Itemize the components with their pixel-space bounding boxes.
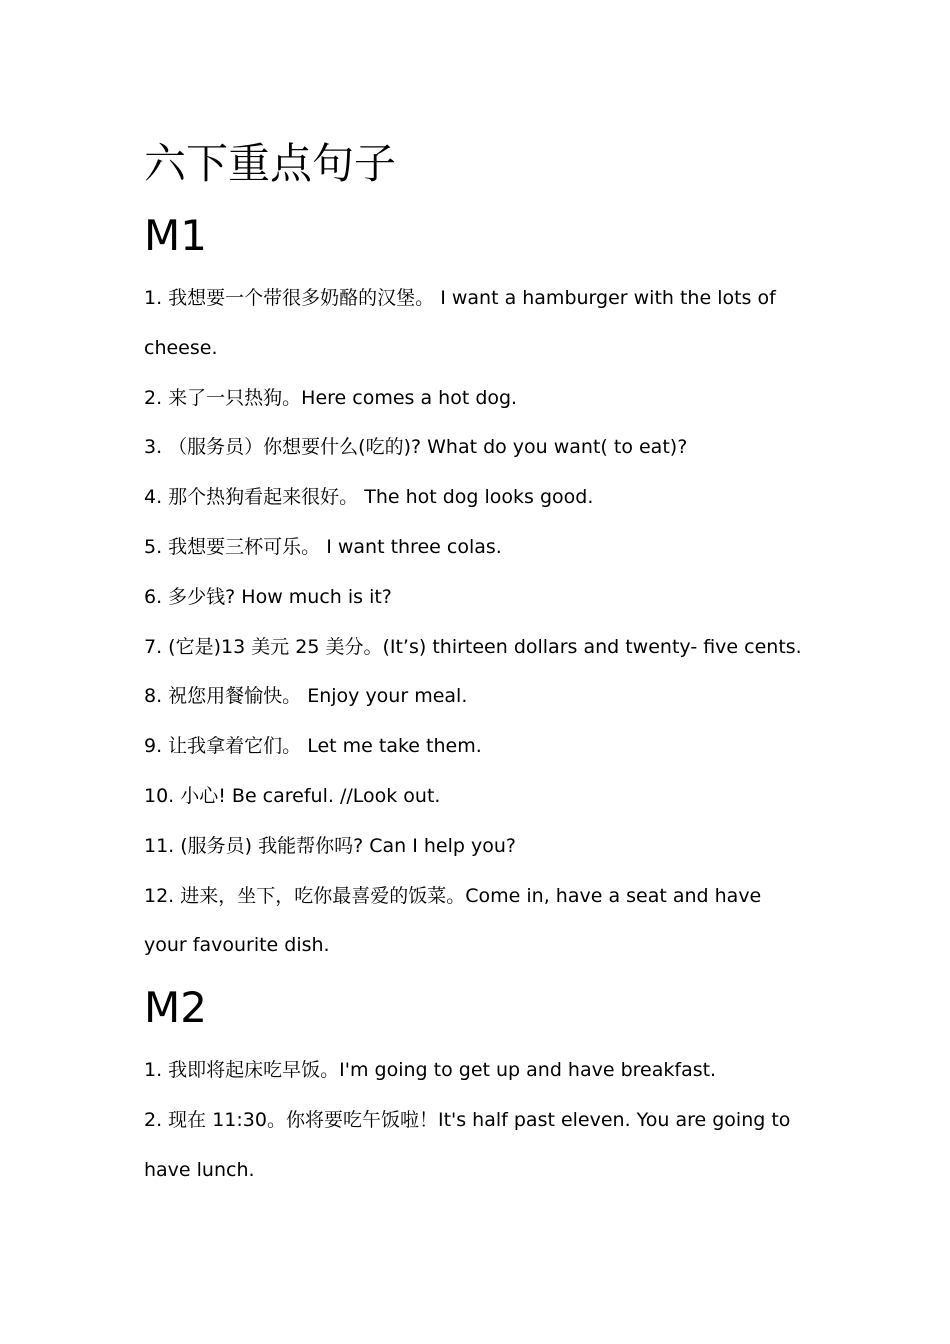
sentence-m1-10: 10. 小心! Be careful. //Look out. (144, 784, 441, 807)
sentence-list-m2 (144, 1046, 804, 1195)
document-title: 六下重点句子 (144, 139, 397, 188)
sentence-m1-2: 2. 来了一只热狗。Here comes a hot dog. (144, 386, 518, 409)
sentence-m1-11: 11. (服务员) 我能帮你吗? Can I help you? (144, 834, 516, 857)
sentence-m1-3: 3. （服务员）你想要什么(吃的)? What do you want( to eat)? (144, 436, 688, 459)
sentence-m2-2: 2. 现在 11:30。你将要吃午饭啦！It's half past eleven. You are going to have lunch. (144, 1108, 791, 1181)
section-heading-m2: M2 (144, 983, 207, 1032)
sentence-m1-1: 1. 我想要一个带很多奶酪的汉堡。 I want a hamburger with the lots of cheese. (144, 287, 776, 359)
sentence-m1-7: 7. (它是)13 美元 25 美分。(It’s) thirteen dollars and twenty- five cents. (144, 635, 802, 658)
sentence-list-m1 (144, 274, 804, 971)
sentence-m1-5: 5. 我想要三杯可乐。 I want three colas. (144, 535, 502, 558)
section-heading-m1: M1 (144, 211, 207, 260)
sentence-m1-12: 12. 进来，坐下，吃你最喜爱的饭菜。Come in, have a seat and have your favourite dish. (144, 884, 762, 957)
sentence-m1-9: 9. 让我拿着它们。 Let me take them. (144, 735, 482, 758)
sentence-m2-1: 1. 我即将起床吃早饭。I'm going to get up and have breakfast. (144, 1059, 717, 1081)
sentence-m1-4: 4. 那个热狗看起来很好。 The hot dog looks good. (144, 486, 594, 509)
sentence-m1-6: 6. 多少钱? How much is it? (144, 585, 392, 608)
sentence-m1-8: 8. 祝您用餐愉快。 Enjoy your meal. (144, 685, 468, 708)
